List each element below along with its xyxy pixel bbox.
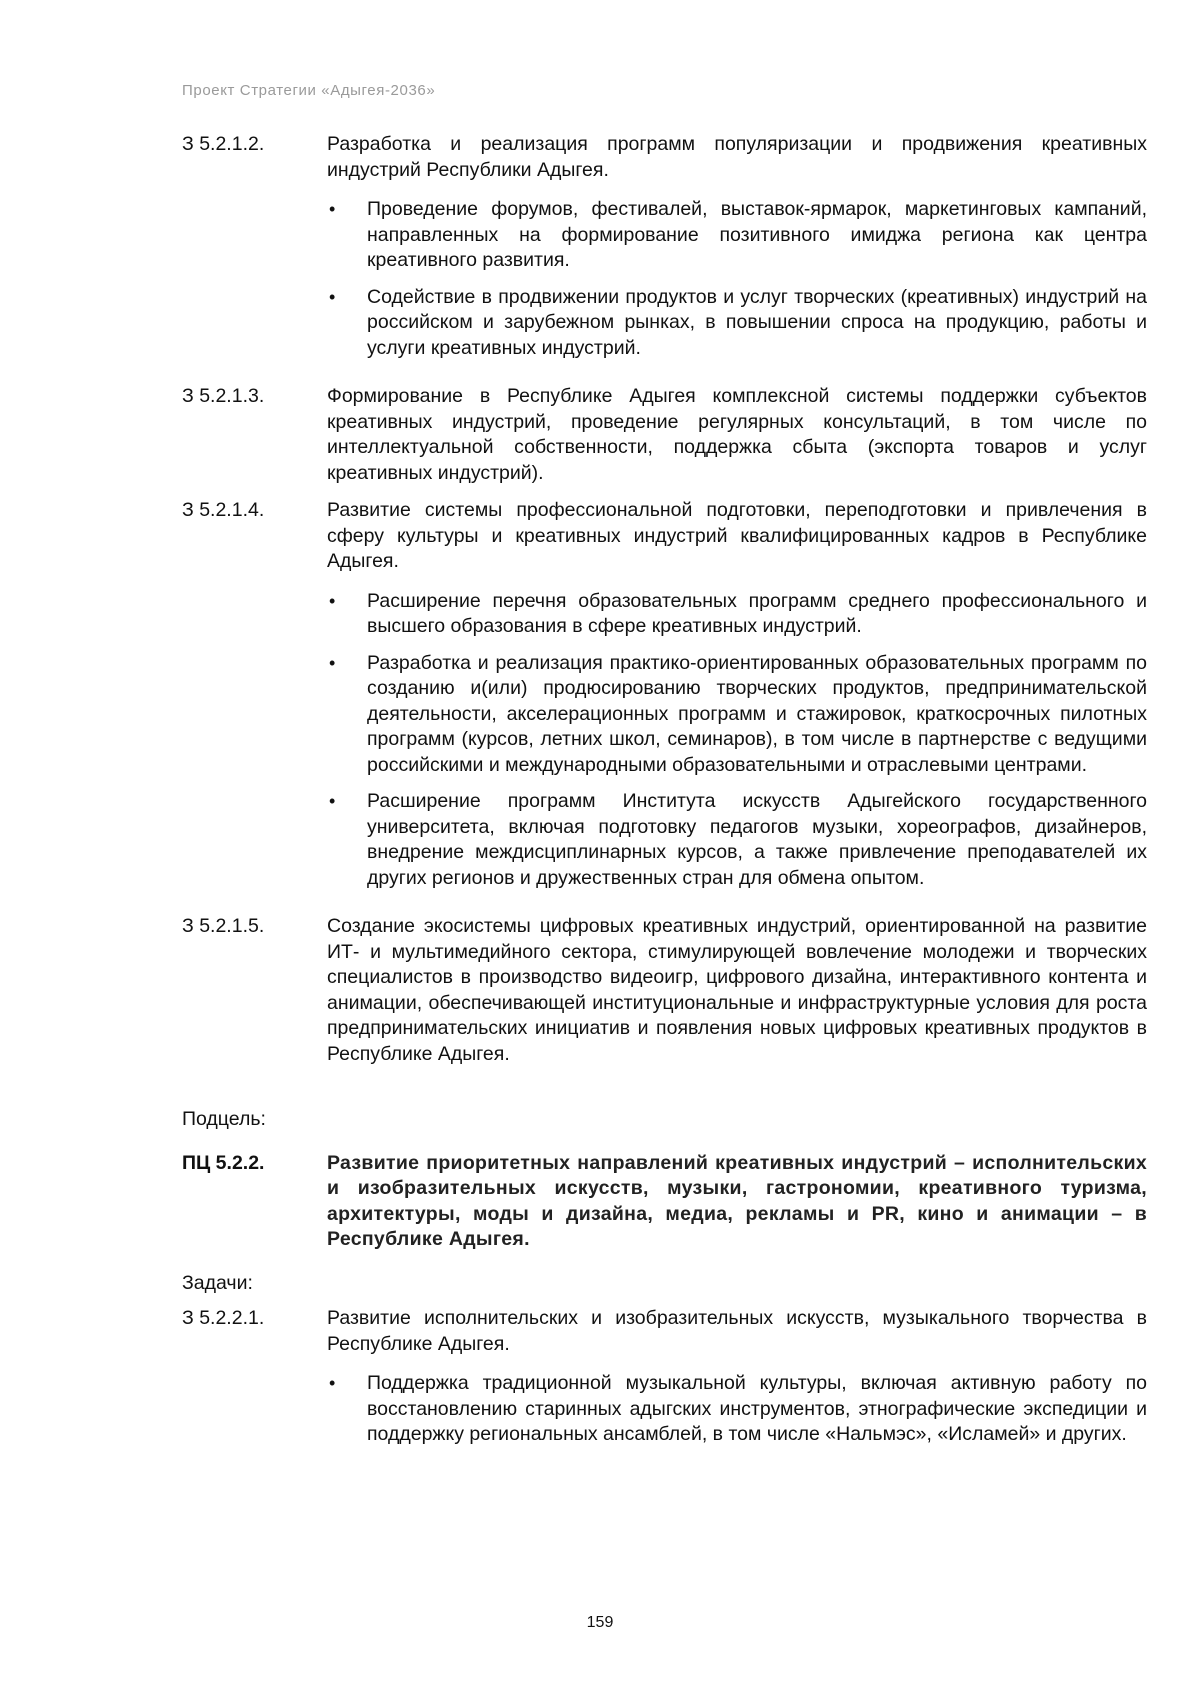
list-item-text: Содействие в продвижении продуктов и услуг творческих (креативных) индустрий на российском и зарубежном рынках, в повышении спроса на продукцию, работы и услуги креативных индустрий. <box>367 285 1147 359</box>
task-5-2-1-3 <box>182 384 1147 486</box>
task-number: З 5.2.1.5. <box>182 915 265 937</box>
task-number: З 5.2.2.1. <box>182 1307 265 1329</box>
task-body <box>327 1306 1147 1459</box>
task-text: Формирование в Республике Адыгея комплексной системы поддержки субъектов креативных индустрий, проведение регулярных консультаций, в том числе по интеллектуальной собственности, поддержка сбыта (экспорта товаров и услуг креативных индустрий). <box>327 385 1147 484</box>
list-item-text: Расширение программ Института искусств Адыгейского государственного университета, включая подготовку педагогов музыки, хореографов, дизайнеров, внедрение междисциплинарных курсов, а также привлечение преподавателей их других регионов и дружественных стран для обмена опытом. <box>367 790 1147 889</box>
task-text: Развитие системы профессиональной подготовки, переподготовки и привлечения в сферу культуры и креативных индустрий квалифицированных кадров в Республике Адыгея. <box>327 499 1147 572</box>
bullet-icon: • <box>329 199 336 219</box>
list-item <box>327 589 1147 640</box>
task-text: Создание экосистемы цифровых креативных индустрий, ориентированной на развитие ИТ- и мультимедийного сектора, стимулирующей вовлечение молодежи и творческих специалистов в производство видеоигр, цифрового дизайна, интерактивного контента и анимации, обеспечивающей институциональные и инфраструктурные условия для роста предпринимательских инициатив и появления новых цифровых креативных продуктов в Республике Адыгея. <box>327 915 1147 1065</box>
list-item-text: Поддержка традиционной музыкальной культуры, включая активную работу по восстановлению старинных адыгских инструментов, этнографические экспедиции и поддержку региональных ансамблей, в том числе «Нальмэс», «Исламей» и других. <box>367 1372 1147 1445</box>
list-item-text: Расширение перечня образовательных программ среднего профессионального и высшего образования в сфере креативных индустрий. <box>367 589 1147 637</box>
list-item <box>327 285 1147 362</box>
task-5-2-1-4 <box>182 498 1147 902</box>
task-text: Развитие исполнительских и изобразительных искусств, музыкального творчества в Республике Адыгея. <box>327 1307 1147 1355</box>
task-5-2-1-5 <box>182 914 1147 1067</box>
task-body <box>327 132 1147 372</box>
tasks-label: Задачи: <box>182 1271 253 1294</box>
page-content <box>182 132 1147 1471</box>
task-number: З 5.2.1.3. <box>182 385 265 407</box>
list-item-text: Разработка и реализация практико-ориентированных образовательных программ по созданию и(или) продюсированию творческих продуктов, предпринимательской деятельности, акселерационных программ и стажировок, краткосрочных пилотных программ (курсов, летних школ, семинаров), в том числе в партнерстве с ведущими российскими и международными образовательными и отраслевыми центрами. <box>367 651 1147 776</box>
list-item <box>327 1371 1147 1448</box>
subgoal-text: Развитие приоритетных направлений креативных индустрий – исполнительских и изобразительных искусств, музыки, гастрономии, креативного туризма, архитектуры, моды и дизайна, медиа, рекламы и PR, кино и анимации – в Республике Адыгея. <box>327 1151 1147 1250</box>
bullet-icon: • <box>329 791 336 811</box>
subgoal-5-2-2 <box>182 1151 1147 1253</box>
task-number: З 5.2.1.2. <box>182 133 265 155</box>
running-header: Проект Стратегии «Адыгея-2036» <box>182 82 436 99</box>
subgoal-code: ПЦ 5.2.2. <box>182 1151 265 1174</box>
list-item <box>327 197 1147 274</box>
list-item-text: Проведение форумов, фестивалей, выставок-ярмарок, маркетинговых кампаний, направленных на формирование позитивного имиджа региона как центра креативного развития. <box>367 198 1147 271</box>
bullet-icon: • <box>329 652 336 673</box>
task-number: З 5.2.1.4. <box>182 499 265 521</box>
bullet-icon: • <box>329 286 336 307</box>
task-body <box>327 498 1147 902</box>
list-item <box>327 789 1147 891</box>
bullet-list <box>327 589 1147 892</box>
bullet-icon: • <box>329 1373 336 1393</box>
bullet-icon: • <box>329 590 336 611</box>
subgoal-label: Подцель: <box>182 1108 266 1130</box>
page-number: 159 <box>586 1614 614 1631</box>
bullet-list <box>327 197 1147 361</box>
bullet-list <box>327 1371 1147 1448</box>
task-5-2-2-1 <box>182 1306 1147 1459</box>
task-5-2-1-2 <box>182 132 1147 372</box>
task-text: Разработка и реализация программ популяризации и продвижения креативных индустрий Республики Адыгея. <box>327 133 1147 181</box>
list-item <box>327 651 1147 779</box>
